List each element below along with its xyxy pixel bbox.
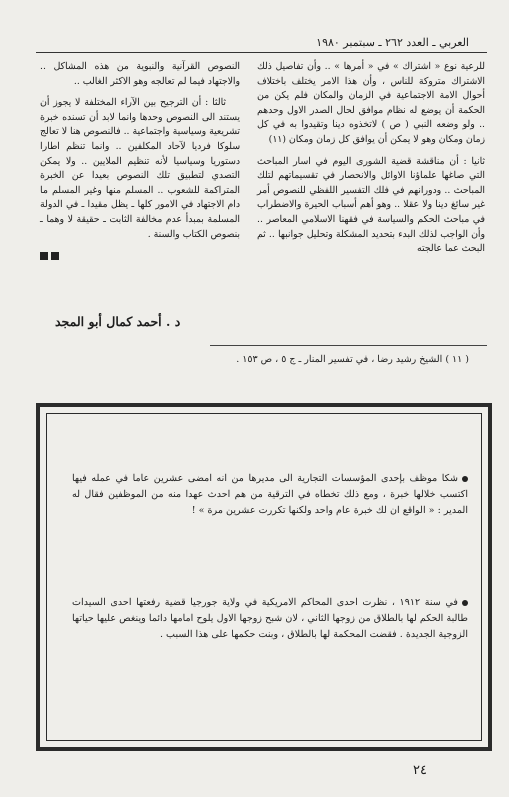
anecdote-item — [72, 471, 468, 519]
end-of-article-marks — [40, 249, 240, 264]
running-header: العربي ـ العدد ٢٦٢ ـ سبتمبر ١٩٨٠ — [316, 36, 469, 49]
article-column-left — [40, 60, 240, 264]
anecdote-box-inner-border — [46, 413, 482, 741]
anecdote-text: في سنة ١٩١٢ ، نظرت احدى المحاكم الامريكية في ولاية جورجيا قضية رفعتها احدى السيدات طالبة الحكم لها بالطلاق من زوجها الثاني ، لان شبح زوجها الاول يلوح امامها دائما وينغص عليها حياتها الزوجية الجديدة . فقضت المحكمة لها بالطلاق ، وبنت حكمها على هذا السبب . — [72, 597, 468, 640]
page-number: ٢٤ — [413, 763, 427, 778]
paragraph: للرعية نوع « اشتراك » في « أمرها » .. وأن تفاصيل ذلك الاشتراك متروكة للناس ، وأن هذا الامر يختلف باختلاف أحوال الامة الاجتماعية في الزمان والمكان فلم يكن من الحكمة أن يوضع له نظام موافق لحال الصدر الاول وحدهم .. ولو وضعه النبي ( ص ) لاتخذوه دينا وتقيدوا به في كل زمان ومكان وهو لا يمكن أن يوافق كل زمان ومكان (١١) — [257, 61, 485, 145]
bullet-icon — [462, 476, 468, 482]
anecdote-box — [36, 403, 492, 751]
square-icon — [40, 252, 48, 260]
footnote-divider — [210, 345, 487, 346]
paragraph: ثالثا : أن الترجيح بين الآراء المختلفة لا يجوز أن يستند الى النصوص وحدها وانما لابد أن تسنده خبرة تشريعية وسياسية واجتماعية .. فالنصوص هنا لا تعالج سلوكا فرديا لآحاد المكلفين .. وانما تنظم اطارا دستوريا وسياسيا لأنه تنظيم الملايين .. ولا يمكن التصدي لتطبيق تلك النصوص بعيدا عن الخبرة المتراكمة للشعوب .. المسلم منها وغير المسلم ما دام الاجتهاد في الامور كلها ـ يظل مقيدا ـ في الدولة المسلمة بمبدأ عدم مخالفة الثابت ـ حقيقة لا وهما ـ بنصوص الكتاب والسنة . — [40, 97, 240, 240]
paragraph: ثانيا : أن مناقشة قضية الشورى اليوم في اسار المباحث التي صاغها علماؤنا الاوائل والانحصار في تقسيماتهم لتلك المباحث .. ودورانهم في فلك التفسير اللفظي للنصوص أمر غير سائغ دينا ولا عقلا .. وهو أهم أسباب الحيرة والاضطراب في مباحث الحكم والسياسة في فقهنا الاسلامي المعاصر .. وأن الواجب لذلك البدء بتحديد المشكلة وتحليل جوانبها .. ثم البحث عما عالجته — [257, 155, 485, 255]
footnote: ( ١١ ) الشيخ رشيد رضا ، في تفسير المنار ـ ج ٥ ، ص ١٥٣ . — [236, 354, 469, 365]
paragraph: النصوص القرآنية والنبوية من هذه المشاكل .. والاجتهاد فيما لم تعالجه وهو الاكثر الغالب .. — [40, 61, 240, 87]
author-signature: د . أحمد كمال أبو المجد — [55, 314, 181, 329]
bullet-icon — [462, 600, 468, 606]
square-icon — [51, 252, 59, 260]
anecdote-item — [72, 595, 468, 643]
anecdote-text: شكا موظف بإحدى المؤسسات التجارية الى مديرها من انه امضى عشرين عاما في عمله فيها اكتسب خلالها خبرة ، ومع ذلك تخطاه في الترقية من هم احدث عهدا منه من الموظفين فقال له المدير : « الواقع ان لك خبرة عام واحد ولكنها تكررت عشرين مرة » ! — [72, 473, 468, 516]
header-divider — [36, 52, 487, 53]
article-column-right — [257, 60, 485, 264]
